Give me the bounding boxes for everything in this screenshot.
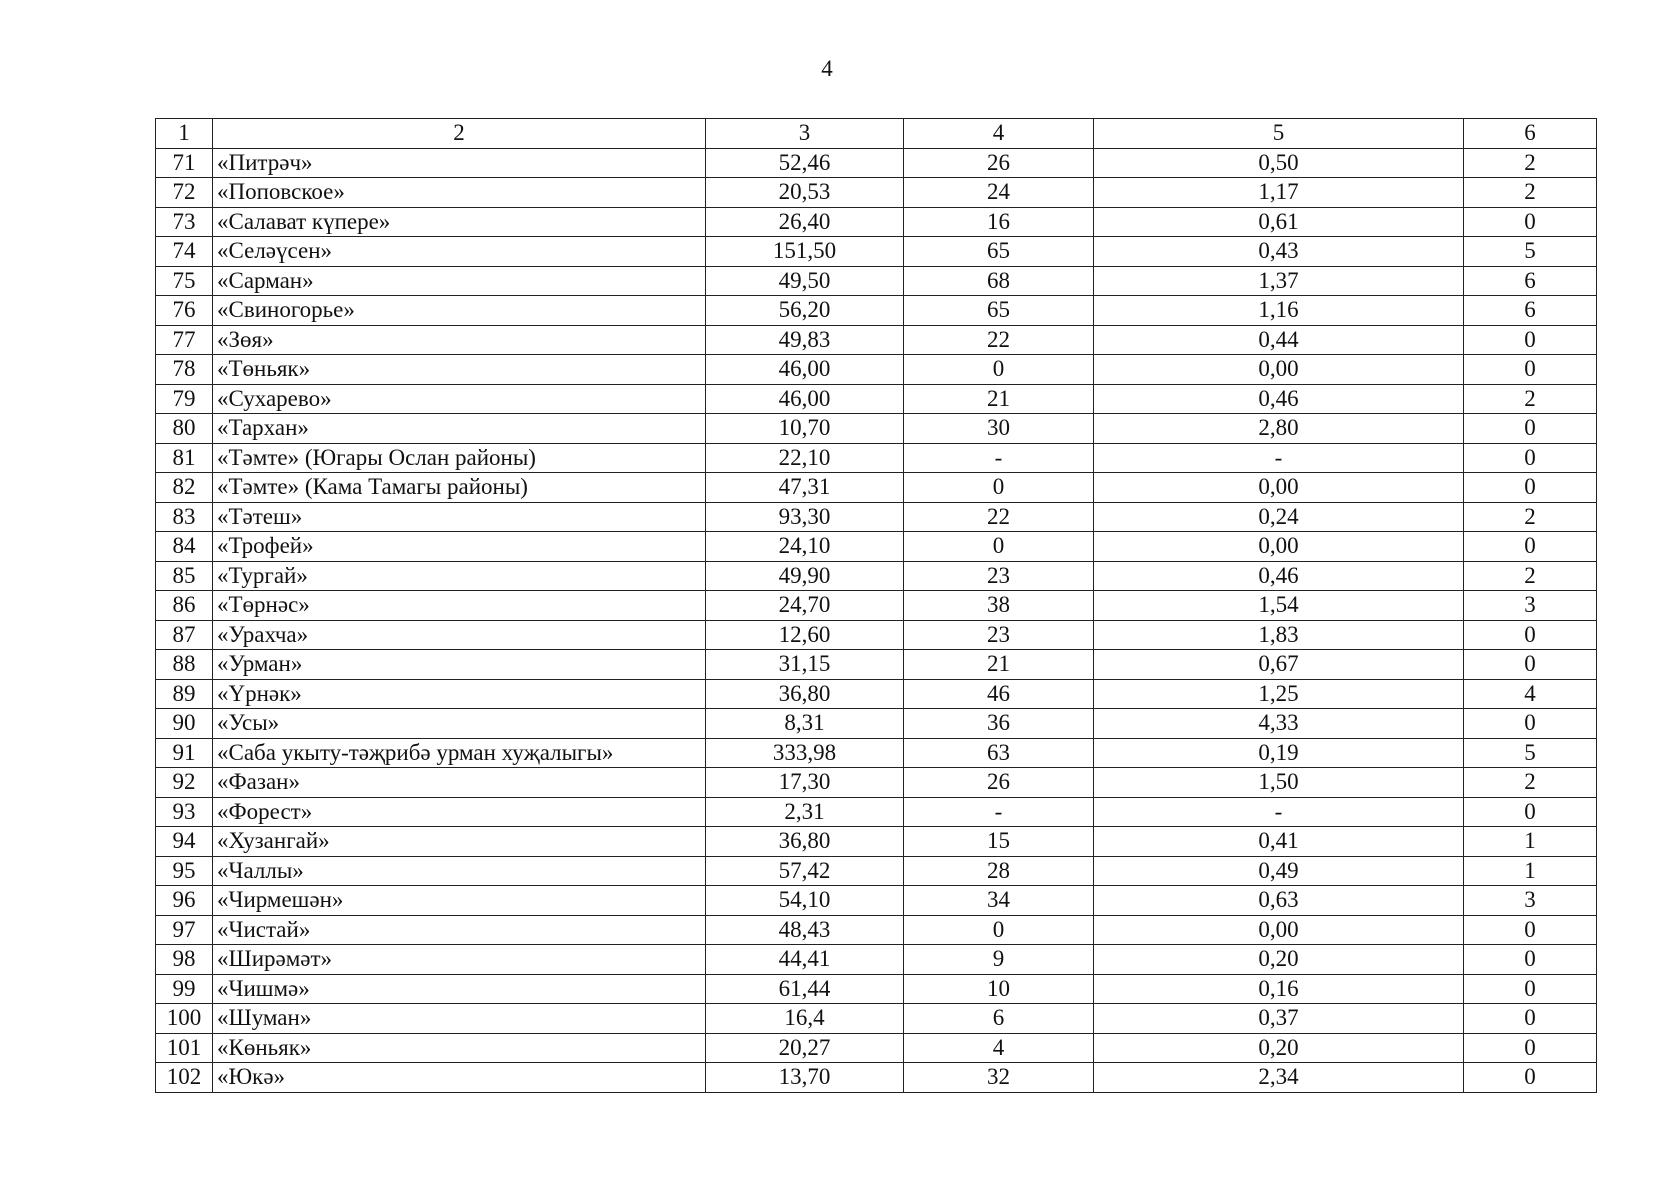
table-row xyxy=(156,355,1597,385)
organization-name-cell: «Чишмә» xyxy=(213,974,706,1004)
table-row xyxy=(156,915,1597,945)
col6-value-cell: 3 xyxy=(1464,591,1597,621)
col4-value-cell: 26 xyxy=(904,768,1094,798)
col3-value-cell: 16,4 xyxy=(706,1004,904,1034)
col5-value-cell: 0,00 xyxy=(1094,355,1464,385)
col6-value-cell: 2 xyxy=(1464,502,1597,532)
col3-value-cell: 93,30 xyxy=(706,502,904,532)
col4-value-cell: 30 xyxy=(904,414,1094,444)
col5-value-cell: 0,00 xyxy=(1094,915,1464,945)
col3-value-cell: 26,40 xyxy=(706,207,904,237)
organization-name-cell: «Тәтеш» xyxy=(213,502,706,532)
col6-value-cell: 4 xyxy=(1464,679,1597,709)
col5-value-cell: 1,50 xyxy=(1094,768,1464,798)
col4-value-cell: 68 xyxy=(904,266,1094,296)
row-number-cell: 96 xyxy=(156,886,213,916)
header-cell: 1 xyxy=(156,119,213,149)
col4-value-cell: 23 xyxy=(904,620,1094,650)
col5-value-cell: 0,67 xyxy=(1094,650,1464,680)
col4-value-cell: - xyxy=(904,443,1094,473)
col4-value-cell: 16 xyxy=(904,207,1094,237)
col3-value-cell: 31,15 xyxy=(706,650,904,680)
col6-value-cell: 2 xyxy=(1464,561,1597,591)
col6-value-cell: 0 xyxy=(1464,915,1597,945)
row-number-cell: 76 xyxy=(156,296,213,326)
header-cell: 6 xyxy=(1464,119,1597,149)
col5-value-cell: - xyxy=(1094,797,1464,827)
col3-value-cell: 57,42 xyxy=(706,856,904,886)
col5-value-cell: 0,24 xyxy=(1094,502,1464,532)
col3-value-cell: 333,98 xyxy=(706,738,904,768)
row-number-cell: 87 xyxy=(156,620,213,650)
col3-value-cell: 44,41 xyxy=(706,945,904,975)
col3-value-cell: 46,00 xyxy=(706,384,904,414)
organization-name-cell: «Зөя» xyxy=(213,325,706,355)
row-number-cell: 73 xyxy=(156,207,213,237)
organization-name-cell: «Фазан» xyxy=(213,768,706,798)
col5-value-cell: 0,61 xyxy=(1094,207,1464,237)
organization-name-cell: «Үрнәк» xyxy=(213,679,706,709)
header-cell: 4 xyxy=(904,119,1094,149)
col6-value-cell: 3 xyxy=(1464,886,1597,916)
row-number-cell: 91 xyxy=(156,738,213,768)
col6-value-cell: 0 xyxy=(1464,473,1597,503)
col6-value-cell: 0 xyxy=(1464,945,1597,975)
col6-value-cell: 2 xyxy=(1464,384,1597,414)
col4-value-cell: 63 xyxy=(904,738,1094,768)
row-number-cell: 93 xyxy=(156,797,213,827)
col6-value-cell: 6 xyxy=(1464,296,1597,326)
col6-value-cell: 0 xyxy=(1464,1033,1597,1063)
organization-name-cell: «Поповское» xyxy=(213,178,706,208)
table-row xyxy=(156,1063,1597,1093)
page-number: 4 xyxy=(821,56,833,81)
col4-value-cell: 21 xyxy=(904,384,1094,414)
col6-value-cell: 0 xyxy=(1464,620,1597,650)
col5-value-cell: 0,41 xyxy=(1094,827,1464,857)
col4-value-cell: 9 xyxy=(904,945,1094,975)
col3-value-cell: 22,10 xyxy=(706,443,904,473)
col3-value-cell: 36,80 xyxy=(706,827,904,857)
col3-value-cell: 13,70 xyxy=(706,1063,904,1093)
col3-value-cell: 2,31 xyxy=(706,797,904,827)
col4-value-cell: - xyxy=(904,797,1094,827)
organization-name-cell: «Төрнәс» xyxy=(213,591,706,621)
table-row xyxy=(156,738,1597,768)
col3-value-cell: 20,53 xyxy=(706,178,904,208)
table-row xyxy=(156,768,1597,798)
organization-name-cell: «Урахча» xyxy=(213,620,706,650)
col4-value-cell: 34 xyxy=(904,886,1094,916)
col5-value-cell: 0,49 xyxy=(1094,856,1464,886)
col3-value-cell: 54,10 xyxy=(706,886,904,916)
table-row xyxy=(156,709,1597,739)
col3-value-cell: 46,00 xyxy=(706,355,904,385)
row-number-cell: 85 xyxy=(156,561,213,591)
organization-name-cell: «Трофей» xyxy=(213,532,706,562)
table-row xyxy=(156,620,1597,650)
row-number-cell: 77 xyxy=(156,325,213,355)
table-row xyxy=(156,325,1597,355)
row-number-cell: 80 xyxy=(156,414,213,444)
table-row xyxy=(156,797,1597,827)
col6-value-cell: 2 xyxy=(1464,178,1597,208)
col5-value-cell: 2,34 xyxy=(1094,1063,1464,1093)
organization-name-cell: «Тархан» xyxy=(213,414,706,444)
col3-value-cell: 151,50 xyxy=(706,237,904,267)
table-row xyxy=(156,237,1597,267)
organization-name-cell: «Свиногорье» xyxy=(213,296,706,326)
col4-value-cell: 46 xyxy=(904,679,1094,709)
col5-value-cell: 4,33 xyxy=(1094,709,1464,739)
col5-value-cell: 0,20 xyxy=(1094,945,1464,975)
header-cell: 5 xyxy=(1094,119,1464,149)
table-row xyxy=(156,974,1597,1004)
col5-value-cell: 0,50 xyxy=(1094,148,1464,178)
col6-value-cell: 0 xyxy=(1464,207,1597,237)
organization-name-cell: «Төньяк» xyxy=(213,355,706,385)
col5-value-cell: 2,80 xyxy=(1094,414,1464,444)
header-cell: 2 xyxy=(213,119,706,149)
row-number-cell: 86 xyxy=(156,591,213,621)
row-number-cell: 88 xyxy=(156,650,213,680)
col6-value-cell: 0 xyxy=(1464,1063,1597,1093)
col5-value-cell: 0,63 xyxy=(1094,886,1464,916)
row-number-cell: 81 xyxy=(156,443,213,473)
col4-value-cell: 0 xyxy=(904,473,1094,503)
table-row xyxy=(156,414,1597,444)
table-row xyxy=(156,266,1597,296)
col5-value-cell: - xyxy=(1094,443,1464,473)
row-number-cell: 94 xyxy=(156,827,213,857)
organization-name-cell: «Салават күпере» xyxy=(213,207,706,237)
col3-value-cell: 48,43 xyxy=(706,915,904,945)
organization-name-cell: «Юкә» xyxy=(213,1063,706,1093)
col6-value-cell: 0 xyxy=(1464,355,1597,385)
table-row xyxy=(156,1033,1597,1063)
col6-value-cell: 0 xyxy=(1464,650,1597,680)
table-row xyxy=(156,561,1597,591)
row-number-cell: 71 xyxy=(156,148,213,178)
col4-value-cell: 22 xyxy=(904,325,1094,355)
organization-name-cell: «Тәмте» (Югары Ослан районы) xyxy=(213,443,706,473)
col5-value-cell: 0,43 xyxy=(1094,237,1464,267)
table-row xyxy=(156,296,1597,326)
col5-value-cell: 0,44 xyxy=(1094,325,1464,355)
row-number-cell: 78 xyxy=(156,355,213,385)
col4-value-cell: 65 xyxy=(904,237,1094,267)
table-header-row xyxy=(156,119,1597,149)
col6-value-cell: 0 xyxy=(1464,414,1597,444)
col3-value-cell: 49,50 xyxy=(706,266,904,296)
col4-value-cell: 36 xyxy=(904,709,1094,739)
organization-name-cell: «Урман» xyxy=(213,650,706,680)
col5-value-cell: 0,20 xyxy=(1094,1033,1464,1063)
table-row xyxy=(156,650,1597,680)
col4-value-cell: 6 xyxy=(904,1004,1094,1034)
col3-value-cell: 52,46 xyxy=(706,148,904,178)
table-row xyxy=(156,827,1597,857)
col4-value-cell: 24 xyxy=(904,178,1094,208)
table-row xyxy=(156,886,1597,916)
col6-value-cell: 6 xyxy=(1464,266,1597,296)
row-number-cell: 75 xyxy=(156,266,213,296)
col4-value-cell: 10 xyxy=(904,974,1094,1004)
col6-value-cell: 0 xyxy=(1464,797,1597,827)
table-row xyxy=(156,384,1597,414)
col5-value-cell: 1,17 xyxy=(1094,178,1464,208)
table-row xyxy=(156,532,1597,562)
organization-name-cell: «Тургай» xyxy=(213,561,706,591)
organization-name-cell: «Чаллы» xyxy=(213,856,706,886)
col5-value-cell: 0,16 xyxy=(1094,974,1464,1004)
table-row xyxy=(156,207,1597,237)
col5-value-cell: 1,25 xyxy=(1094,679,1464,709)
organization-name-cell: «Селәүсен» xyxy=(213,237,706,267)
col3-value-cell: 17,30 xyxy=(706,768,904,798)
col6-value-cell: 0 xyxy=(1464,974,1597,1004)
row-number-cell: 102 xyxy=(156,1063,213,1093)
row-number-cell: 98 xyxy=(156,945,213,975)
col4-value-cell: 28 xyxy=(904,856,1094,886)
col5-value-cell: 0,00 xyxy=(1094,473,1464,503)
organization-name-cell: «Саба укыту-тәҗрибә урман хуҗалыгы» xyxy=(213,738,706,768)
row-number-cell: 74 xyxy=(156,237,213,267)
table-row xyxy=(156,443,1597,473)
header-cell: 3 xyxy=(706,119,904,149)
organization-name-cell: «Көньяк» xyxy=(213,1033,706,1063)
organization-name-cell: «Чирмешән» xyxy=(213,886,706,916)
col4-value-cell: 0 xyxy=(904,532,1094,562)
col3-value-cell: 24,70 xyxy=(706,591,904,621)
col3-value-cell: 49,83 xyxy=(706,325,904,355)
col3-value-cell: 49,90 xyxy=(706,561,904,591)
col4-value-cell: 0 xyxy=(904,915,1094,945)
table-row xyxy=(156,178,1597,208)
col6-value-cell: 2 xyxy=(1464,148,1597,178)
col3-value-cell: 56,20 xyxy=(706,296,904,326)
data-table xyxy=(155,118,1597,1093)
organization-name-cell: «Питрәч» xyxy=(213,148,706,178)
table-row xyxy=(156,148,1597,178)
col3-value-cell: 24,10 xyxy=(706,532,904,562)
organization-name-cell: «Форест» xyxy=(213,797,706,827)
col4-value-cell: 38 xyxy=(904,591,1094,621)
table-row xyxy=(156,679,1597,709)
col5-value-cell: 1,83 xyxy=(1094,620,1464,650)
table-row xyxy=(156,473,1597,503)
row-number-cell: 84 xyxy=(156,532,213,562)
col6-value-cell: 5 xyxy=(1464,237,1597,267)
row-number-cell: 89 xyxy=(156,679,213,709)
col6-value-cell: 1 xyxy=(1464,827,1597,857)
col4-value-cell: 32 xyxy=(904,1063,1094,1093)
col4-value-cell: 4 xyxy=(904,1033,1094,1063)
row-number-cell: 101 xyxy=(156,1033,213,1063)
row-number-cell: 92 xyxy=(156,768,213,798)
col6-value-cell: 0 xyxy=(1464,532,1597,562)
col4-value-cell: 26 xyxy=(904,148,1094,178)
col3-value-cell: 10,70 xyxy=(706,414,904,444)
organization-name-cell: «Усы» xyxy=(213,709,706,739)
col6-value-cell: 0 xyxy=(1464,325,1597,355)
col3-value-cell: 36,80 xyxy=(706,679,904,709)
organization-name-cell: «Хузангай» xyxy=(213,827,706,857)
table-row xyxy=(156,1004,1597,1034)
row-number-cell: 82 xyxy=(156,473,213,503)
table-row xyxy=(156,591,1597,621)
col6-value-cell: 5 xyxy=(1464,738,1597,768)
row-number-cell: 97 xyxy=(156,915,213,945)
row-number-cell: 79 xyxy=(156,384,213,414)
organization-name-cell: «Ширәмәт» xyxy=(213,945,706,975)
organization-name-cell: «Шуман» xyxy=(213,1004,706,1034)
col4-value-cell: 21 xyxy=(904,650,1094,680)
col5-value-cell: 0,19 xyxy=(1094,738,1464,768)
col6-value-cell: 0 xyxy=(1464,1004,1597,1034)
col3-value-cell: 47,31 xyxy=(706,473,904,503)
col6-value-cell: 0 xyxy=(1464,443,1597,473)
col5-value-cell: 0,37 xyxy=(1094,1004,1464,1034)
row-number-cell: 72 xyxy=(156,178,213,208)
col5-value-cell: 0,46 xyxy=(1094,561,1464,591)
col3-value-cell: 8,31 xyxy=(706,709,904,739)
col4-value-cell: 0 xyxy=(904,355,1094,385)
col4-value-cell: 22 xyxy=(904,502,1094,532)
col5-value-cell: 1,16 xyxy=(1094,296,1464,326)
table-row xyxy=(156,945,1597,975)
col5-value-cell: 1,54 xyxy=(1094,591,1464,621)
organization-name-cell: «Сарман» xyxy=(213,266,706,296)
col5-value-cell: 1,37 xyxy=(1094,266,1464,296)
col4-value-cell: 23 xyxy=(904,561,1094,591)
organization-name-cell: «Сухарево» xyxy=(213,384,706,414)
col4-value-cell: 65 xyxy=(904,296,1094,326)
col6-value-cell: 1 xyxy=(1464,856,1597,886)
organization-name-cell: «Тәмте» (Кама Тамагы районы) xyxy=(213,473,706,503)
table-row xyxy=(156,856,1597,886)
col3-value-cell: 61,44 xyxy=(706,974,904,1004)
row-number-cell: 99 xyxy=(156,974,213,1004)
col4-value-cell: 15 xyxy=(904,827,1094,857)
organization-name-cell: «Чистай» xyxy=(213,915,706,945)
row-number-cell: 83 xyxy=(156,502,213,532)
row-number-cell: 100 xyxy=(156,1004,213,1034)
col3-value-cell: 20,27 xyxy=(706,1033,904,1063)
row-number-cell: 95 xyxy=(156,856,213,886)
col5-value-cell: 0,00 xyxy=(1094,532,1464,562)
col3-value-cell: 12,60 xyxy=(706,620,904,650)
col5-value-cell: 0,46 xyxy=(1094,384,1464,414)
table-body xyxy=(156,119,1597,1093)
col6-value-cell: 2 xyxy=(1464,768,1597,798)
table-row xyxy=(156,502,1597,532)
row-number-cell: 90 xyxy=(156,709,213,739)
col6-value-cell: 0 xyxy=(1464,709,1597,739)
